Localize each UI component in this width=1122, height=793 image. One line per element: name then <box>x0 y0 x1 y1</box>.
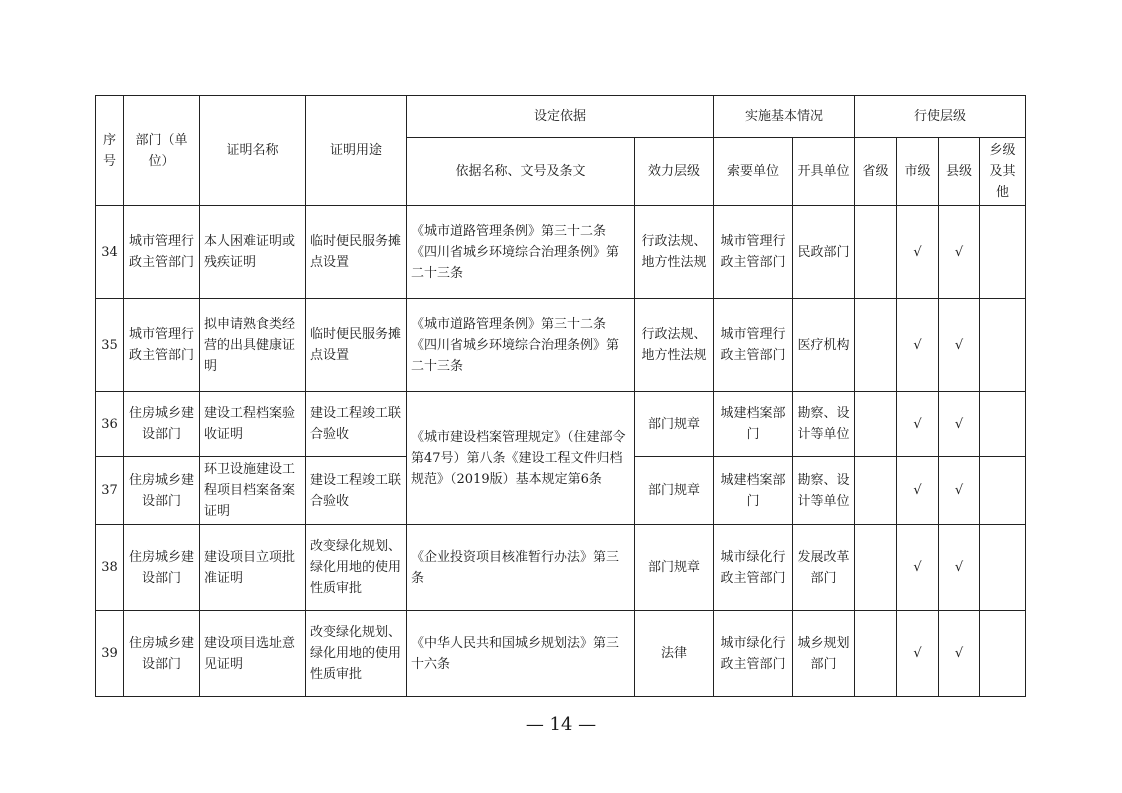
row-seq: 34 <box>96 206 124 299</box>
row-city-check: √ <box>897 457 939 525</box>
row-issue-unit: 医疗机构 <box>793 299 855 392</box>
row-effect: 行政法规、地方性法规 <box>635 299 714 392</box>
row-cert-name: 环卫设施建设工程项目档案备案证明 <box>200 457 306 525</box>
row-township <box>980 525 1026 611</box>
row-province <box>855 525 897 611</box>
row-effect: 法律 <box>635 611 714 697</box>
row-effect: 部门规章 <box>635 457 714 525</box>
table-row <box>96 206 1026 299</box>
row-county-check: √ <box>939 611 980 697</box>
row-seq: 39 <box>96 611 124 697</box>
row-seq: 36 <box>96 392 124 457</box>
row-issue-unit: 勘察、设计等单位 <box>793 457 855 525</box>
row-req-unit: 城市绿化行政主管部门 <box>714 525 793 611</box>
table-row <box>96 611 1026 697</box>
header-province: 省级 <box>855 138 897 206</box>
row-county-check: √ <box>939 457 980 525</box>
row-township <box>980 299 1026 392</box>
row-issue-unit: 民政部门 <box>793 206 855 299</box>
row-req-unit: 城市管理行政主管部门 <box>714 206 793 299</box>
row-township <box>980 457 1026 525</box>
row-req-unit: 城建档案部门 <box>714 392 793 457</box>
header-issue-unit: 开具单位 <box>793 138 855 206</box>
row-city-check: √ <box>897 611 939 697</box>
row-cert-use: 临时便民服务摊点设置 <box>306 299 407 392</box>
row-cert-use: 建设工程竣工联合验收 <box>306 392 407 457</box>
header-seq: 序号 <box>96 96 124 206</box>
header-level-group: 行使层级 <box>855 96 1026 138</box>
row-township <box>980 206 1026 299</box>
header-cert-name: 证明名称 <box>200 96 306 206</box>
row-seq: 38 <box>96 525 124 611</box>
row-cert-name: 建设项目立项批准证明 <box>200 525 306 611</box>
row-cert-use: 改变绿化规划、绿化用地的使用性质审批 <box>306 525 407 611</box>
row-dept: 住房城乡建设部门 <box>124 457 200 525</box>
row-county-check: √ <box>939 206 980 299</box>
row-township <box>980 392 1026 457</box>
row-province <box>855 299 897 392</box>
row-issue-unit: 发展改革部门 <box>793 525 855 611</box>
row-effect: 行政法规、地方性法规 <box>635 206 714 299</box>
row-province <box>855 611 897 697</box>
row-basis: 《城市道路管理条例》第三十二条《四川省城乡环境综合治理条例》第二十三条 <box>407 206 635 299</box>
row-city-check: √ <box>897 206 939 299</box>
header-cert-use: 证明用途 <box>306 96 407 206</box>
row-city-check: √ <box>897 392 939 457</box>
row-cert-name: 拟申请熟食类经营的出具健康证明 <box>200 299 306 392</box>
header-effect-level: 效力层级 <box>635 138 714 206</box>
table-row <box>96 392 1026 457</box>
row-basis: 《城市建设档案管理规定》（住建部令第47号）第八条《建设工程文件归档规范》（2019版）基本规定第6条 <box>407 392 635 525</box>
header-dept: 部门（单位） <box>124 96 200 206</box>
row-effect: 部门规章 <box>635 525 714 611</box>
row-cert-use: 建设工程竣工联合验收 <box>306 457 407 525</box>
header-req-unit: 索要单位 <box>714 138 793 206</box>
row-cert-name: 本人困难证明或残疾证明 <box>200 206 306 299</box>
row-basis: 《企业投资项目核准暂行办法》第三条 <box>407 525 635 611</box>
row-dept: 住房城乡建设部门 <box>124 525 200 611</box>
row-seq: 35 <box>96 299 124 392</box>
row-issue-unit: 城乡规划部门 <box>793 611 855 697</box>
table-row <box>96 525 1026 611</box>
row-cert-use: 改变绿化规划、绿化用地的使用性质审批 <box>306 611 407 697</box>
certificate-table <box>95 95 1026 697</box>
row-county-check: √ <box>939 392 980 457</box>
row-req-unit: 城市绿化行政主管部门 <box>714 611 793 697</box>
table-row <box>96 299 1026 392</box>
header-basis-doc: 依据名称、文号及条文 <box>407 138 635 206</box>
row-seq: 37 <box>96 457 124 525</box>
header-city: 市级 <box>897 138 939 206</box>
row-county-check: √ <box>939 525 980 611</box>
row-dept: 住房城乡建设部门 <box>124 611 200 697</box>
row-province <box>855 457 897 525</box>
page-number: — 14 — <box>525 714 597 735</box>
row-county-check: √ <box>939 299 980 392</box>
row-city-check: √ <box>897 299 939 392</box>
row-basis: 《中华人民共和国城乡规划法》第三十六条 <box>407 611 635 697</box>
row-issue-unit: 勘察、设计等单位 <box>793 392 855 457</box>
header-basis-group: 设定依据 <box>407 96 714 138</box>
row-cert-name: 建设项目选址意见证明 <box>200 611 306 697</box>
row-dept: 城市管理行政主管部门 <box>124 299 200 392</box>
row-effect: 部门规章 <box>635 392 714 457</box>
header-impl-group: 实施基本情况 <box>714 96 855 138</box>
row-city-check: √ <box>897 525 939 611</box>
row-township <box>980 611 1026 697</box>
row-req-unit: 城建档案部门 <box>714 457 793 525</box>
row-dept: 住房城乡建设部门 <box>124 392 200 457</box>
row-basis: 《城市道路管理条例》第三十二条《四川省城乡环境综合治理条例》第二十三条 <box>407 299 635 392</box>
row-province <box>855 206 897 299</box>
row-cert-use: 临时便民服务摊点设置 <box>306 206 407 299</box>
row-req-unit: 城市管理行政主管部门 <box>714 299 793 392</box>
row-province <box>855 392 897 457</box>
row-cert-name: 建设工程档案验收证明 <box>200 392 306 457</box>
row-dept: 城市管理行政主管部门 <box>124 206 200 299</box>
header-county: 县级 <box>939 138 980 206</box>
header-township: 乡级及其他 <box>980 138 1026 206</box>
